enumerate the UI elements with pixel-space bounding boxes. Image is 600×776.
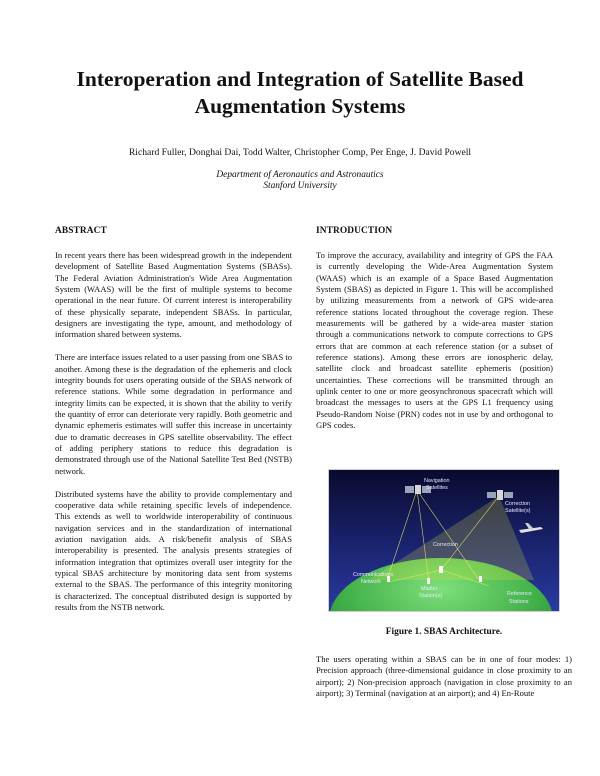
title-line-1: Interoperation and Integration of Satellite Based <box>76 67 524 91</box>
correction-label: Correction <box>433 542 458 548</box>
paper-title <box>40 66 560 120</box>
reference-stations-label-2: Stations <box>509 599 529 605</box>
introduction-paragraph: The users operating within a SBAS can be in one of four modes: 1) Precision approach (three-dimensional guidance in close proximity to an airport); 2) Non-precision approach (navigation in close proximity to an airport); 3) Terminal (navigation at an airport); and 4) En-Route <box>316 654 572 699</box>
master-stations-label-2: Station(s) <box>419 593 443 599</box>
communications-network-label-2: Network <box>361 579 381 585</box>
sbas-architecture-illustration <box>329 470 559 611</box>
navigation-satellites-label-1: Navigation <box>424 478 450 484</box>
figure-caption: Figure 1. SBAS Architecture. <box>385 627 503 637</box>
abstract-heading: ABSTRACT <box>55 226 107 236</box>
left-column <box>55 226 292 625</box>
right-column <box>316 226 553 443</box>
reference-station-icon <box>479 576 482 582</box>
affiliation-university: Stanford University <box>263 181 337 191</box>
affiliation-department: Department of Aeronautics and Astronautics <box>216 170 384 180</box>
uplink-station-icon <box>439 566 443 573</box>
sbas-architecture-figure <box>328 469 560 612</box>
abstract-paragraph: There are interface issues related to a user passing from one SBAS to another. Among these is the degradation of the ephemeris and clock integrity bounds for users operating outside of the SBAS network of reference stations. While some degradation in performance and integrity limits can be expected, it is shown that the ability to verify the quantity of error can deteriorate very rapidly. Both geometric and dynamic ephemeris estimates will suffer this increase in uncertainty due to dramatic decreases in GPS satellite observability. The effect of adding periphery stations to reduce this degradation is demonstrated through use of the National Satellite Test Bed (NSTB) network. <box>55 352 292 476</box>
title-line-2: Augmentation Systems <box>194 94 406 118</box>
master-stations-label-1: Master <box>421 586 438 592</box>
introduction-heading: INTRODUCTION <box>316 226 393 236</box>
navigation-satellites-label-2: Satellites <box>426 485 448 491</box>
affiliation <box>40 170 560 192</box>
introduction-paragraph: To improve the accuracy, availability and integrity of GPS the FAA is currently developing the Wide-Area Augmentation System (WAAS) which is an example of a Space Based Augmentation System (SBAS) as depicted in Figure 1. This will be accomplished by utilizing measurements from a network of GPS wide-area reference stations located throughout the coverage region. These measurements will be gathered by a wide-area master station through a communications network to compute corrections to GPS errors that are common at each reference station (or a subset of reference stations). Among these errors are ionospheric delay, satellite clock and broadcast satellite ephemeris (position) uncertainties. These corrections will be transmitted through an uplink center to one or more geosynchronous spacecraft which will broadcast the messages to users at the GPS L1 frequency using Pseudo-Random Noise (PRN) codes not in use by and orthogonal to GPS codes. <box>316 250 553 431</box>
author-list: Richard Fuller, Donghai Dai, Todd Walter, Christopher Comp, Per Enge, J. David Powell <box>128 147 472 158</box>
communications-network-label-1: Communications <box>353 572 394 578</box>
abstract-paragraph: In recent years there has been widespread growth in the independent development of Satellite Based Augmentation Systems (SBASs). The Federal Aviation Administration's Wide Area Augmentation System (WAAS) will be the first of multiple systems to become operational in the near future. Of current interest is interoperability of these physically separate, independent SBASs. In particular, designers are investigating the type, amount, and methodology of information shared between systems. <box>55 250 292 340</box>
abstract-paragraph: Distributed systems have the ability to provide complementary and cooperative data while retaining specific levels of independence. This extends as well to worldwide interoperability of continuous navigation services and in the standardization of international aviation navigation aids. A risk/benefit analysis of SBAS interoperability is presented. The analysis presents strategies of information integration that optimizes overall user integrity for the typical SBAS architecture by monitoring data sent from systems external to the SBAS. The performance of this integrity monitoring is characterized. The conceptual distributed design is supported by results from the NSTB network. <box>55 488 292 612</box>
correction-satellites-label-2: Satellite(s) <box>505 508 531 514</box>
master-station-icon <box>427 578 430 584</box>
reference-stations-label-1: Reference <box>507 591 532 597</box>
correction-satellites-label-1: Correction <box>505 501 530 507</box>
